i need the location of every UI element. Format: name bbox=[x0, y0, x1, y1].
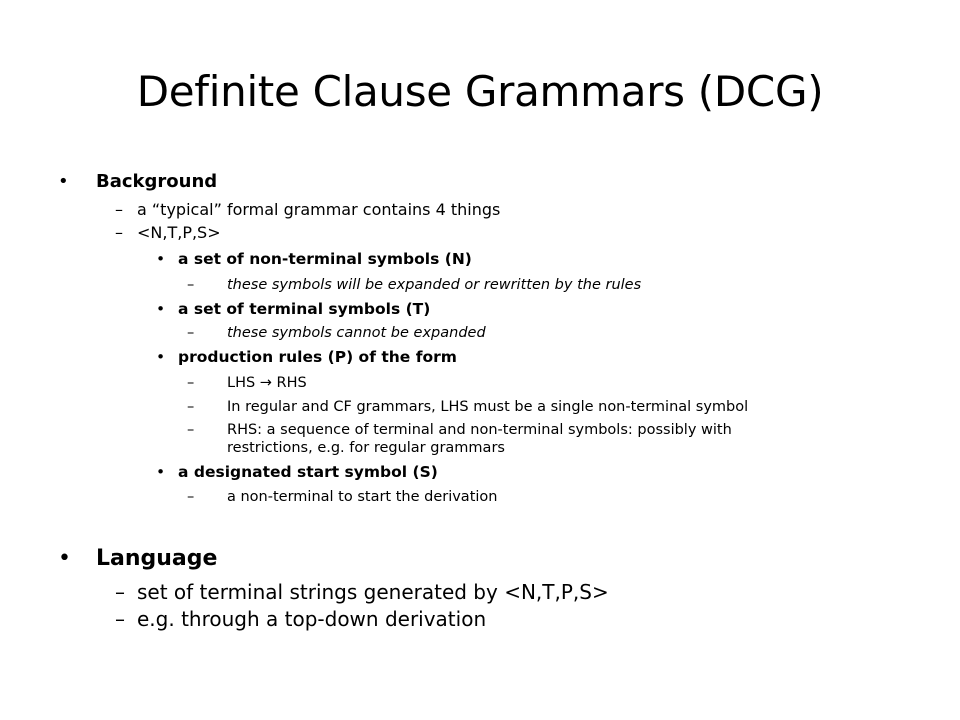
component-detail-continuation: restrictions, e.g. for regular grammars bbox=[227, 440, 505, 456]
slide-title: Definite Clause Grammars (DCG) bbox=[136, 67, 824, 116]
bullet-marker: • bbox=[156, 250, 166, 268]
component-detail: RHS: a sequence of terminal and non-terminal symbols: possibly with bbox=[227, 422, 732, 438]
language-heading: Language bbox=[96, 546, 218, 571]
dash-marker: – bbox=[187, 325, 195, 341]
background-point: a “typical” formal grammar contains 4 things bbox=[137, 200, 501, 219]
dash-marker: – bbox=[187, 422, 195, 438]
component-detail: these symbols cannot be expanded bbox=[227, 325, 486, 341]
dash-marker: – bbox=[187, 375, 195, 391]
component-detail: In regular and CF grammars, LHS must be a single non-terminal symbol bbox=[227, 399, 749, 415]
dash-marker: – bbox=[115, 607, 125, 631]
background-heading: Background bbox=[96, 171, 218, 192]
background-point: <N,T,P,S> bbox=[137, 223, 221, 242]
language-point: set of terminal strings generated by <N,T,P,S> bbox=[137, 580, 609, 604]
component-detail: a non-terminal to start the derivation bbox=[227, 489, 498, 505]
dash-marker: – bbox=[115, 223, 123, 242]
bullet-marker: • bbox=[156, 463, 166, 481]
component-label: production rules (P) of the form bbox=[178, 348, 457, 366]
component-detail: these symbols will be expanded or rewritten by the rules bbox=[227, 277, 642, 293]
component-label: a set of non-terminal symbols (N) bbox=[178, 250, 472, 268]
dash-marker: – bbox=[187, 399, 195, 415]
bullet-marker: • bbox=[58, 171, 69, 192]
bullet-marker: • bbox=[156, 348, 166, 366]
language-point: e.g. through a top-down derivation bbox=[137, 607, 487, 631]
dash-marker: – bbox=[115, 580, 125, 604]
bullet-marker: • bbox=[58, 546, 71, 571]
component-detail: LHS → RHS bbox=[227, 375, 307, 391]
component-label: a set of terminal symbols (T) bbox=[178, 300, 431, 318]
dash-marker: – bbox=[187, 489, 195, 505]
dash-marker: – bbox=[187, 277, 195, 293]
bullet-marker: • bbox=[156, 300, 166, 318]
dash-marker: – bbox=[115, 200, 123, 219]
component-label: a designated start symbol (S) bbox=[178, 463, 438, 481]
